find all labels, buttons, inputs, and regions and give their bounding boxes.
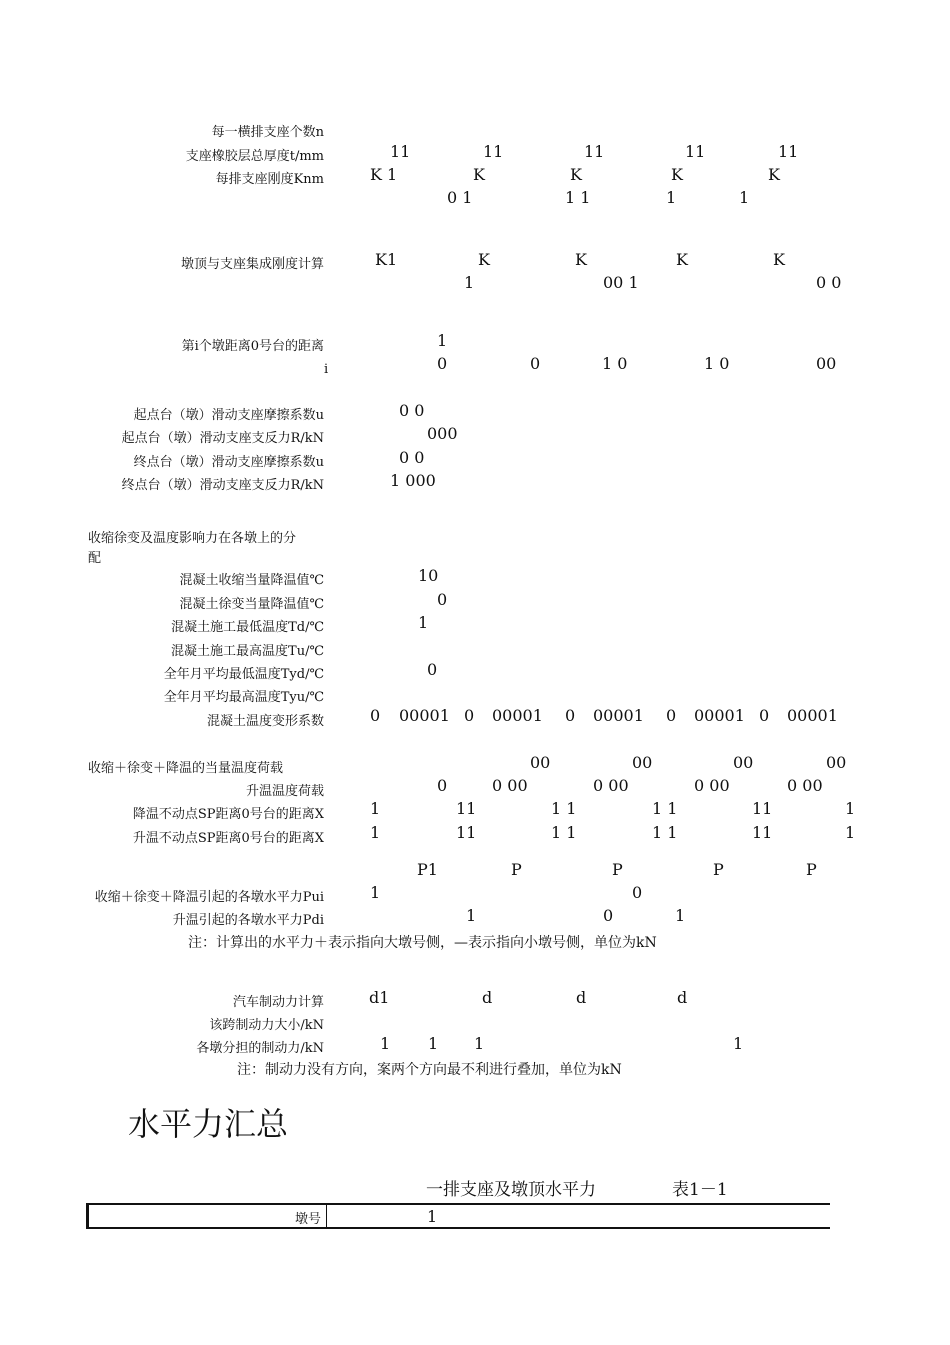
table-header-pier-no: 墩号 xyxy=(295,1212,322,1227)
pdi-2: 0 xyxy=(603,906,614,925)
p-header-5: P xyxy=(806,860,817,879)
thickness-4: 11 xyxy=(685,142,706,161)
label-pdi: 升温引起的各墩水平力Pdi xyxy=(172,913,324,928)
label-shrink-temp: 混凝土收缩当量降温值℃ xyxy=(179,573,324,588)
brake-share-1: 1 xyxy=(380,1034,391,1053)
shrink-value: 10 xyxy=(418,566,439,585)
rise-5: 0 00 xyxy=(787,776,823,795)
coef-2a: 0 xyxy=(464,706,475,725)
distance-5: 00 xyxy=(816,354,837,373)
integrated-sub-2: 00 1 xyxy=(603,273,639,292)
label-sp-up: 升温不动点SP距离0号台的距离X xyxy=(132,831,324,846)
equiv-1: 00 xyxy=(530,753,551,772)
coef-1a: 0 xyxy=(370,706,381,725)
stiffness-k-3: K xyxy=(570,165,582,184)
label-pier-distance: 第i个墩距离0号台的距离 xyxy=(181,339,324,354)
pui-1: 1 xyxy=(370,883,381,902)
label-equiv-load: 收缩＋徐变＋降温的当量温度荷载 xyxy=(88,761,284,776)
sp-down-3: 1 1 xyxy=(551,799,577,818)
coef-2b: 00001 xyxy=(492,706,543,725)
rise-1: 0 xyxy=(437,776,448,795)
rise-2: 0 00 xyxy=(492,776,528,795)
sp-up-3: 1 1 xyxy=(551,823,577,842)
stiffness-sub-4: 1 xyxy=(739,188,750,207)
brake-header-4: d xyxy=(677,988,688,1007)
sp-up-6: 1 xyxy=(845,823,856,842)
force-direction-note: 注：计算出的水平力＋表示指向大墩号侧，—表示指向小墩号侧，单位为kN xyxy=(188,935,657,951)
p-header-2: P xyxy=(511,860,522,879)
label-start-reaction: 起点台（墩）滑动支座支反力R/kN xyxy=(121,431,324,446)
label-tu: 混凝土施工最高温度Tu/℃ xyxy=(171,644,324,659)
equiv-2: 00 xyxy=(632,753,653,772)
integrated-k-2: K xyxy=(478,250,490,269)
label-tyd: 全年月平均最低温度Tyd/℃ xyxy=(163,667,324,682)
stiffness-sub-3: 1 xyxy=(666,188,677,207)
start-friction-value: 0 0 xyxy=(399,401,425,420)
rise-3: 0 00 xyxy=(593,776,629,795)
thickness-5: 11 xyxy=(778,142,799,161)
label-tyu: 全年月平均最高温度Tyu/℃ xyxy=(163,690,324,705)
sp-down-2: 11 xyxy=(456,799,477,818)
label-rise-load: 升温温度荷载 xyxy=(245,784,324,799)
thickness-1: 11 xyxy=(390,142,411,161)
pdi-1: 1 xyxy=(466,906,477,925)
p-header-1: P1 xyxy=(417,860,438,879)
distance-1: 0 xyxy=(437,354,448,373)
end-friction-value: 0 0 xyxy=(399,448,425,467)
brake-share-3: 1 xyxy=(474,1034,485,1053)
coef-4b: 00001 xyxy=(694,706,745,725)
brake-header-2: d xyxy=(482,988,493,1007)
creep-value: 0 xyxy=(437,590,448,609)
table-number: 表1－1 xyxy=(672,1180,728,1200)
integrated-k-5: K xyxy=(773,250,785,269)
start-reaction-value: 000 xyxy=(427,424,458,443)
integrated-sub-1: 1 xyxy=(464,273,475,292)
distance-2: 0 xyxy=(530,354,541,373)
p-header-3: P xyxy=(612,860,623,879)
label-pier-distance-i: i xyxy=(324,362,329,377)
thickness-2: 11 xyxy=(483,142,504,161)
table-left-rule xyxy=(86,1203,89,1229)
rise-4: 0 00 xyxy=(694,776,730,795)
label-pui: 收缩＋徐变＋降温引起的各墩水平力Pui xyxy=(94,890,324,905)
sp-down-4: 1 1 xyxy=(652,799,678,818)
coef-5b: 00001 xyxy=(787,706,838,725)
label-end-reaction: 终点台（墩）滑动支座支反力R/kN xyxy=(121,478,324,493)
sp-down-5: 11 xyxy=(752,799,773,818)
tyd-value: 0 xyxy=(427,660,438,679)
pui-2: 0 xyxy=(632,883,643,902)
table-top-rule xyxy=(86,1203,830,1205)
table-divider xyxy=(326,1205,327,1229)
table-bottom-rule xyxy=(86,1227,830,1229)
table-caption: 一排支座及墩顶水平力 xyxy=(426,1180,596,1200)
integrated-k-1: K1 xyxy=(375,250,398,269)
distance-3: 1 0 xyxy=(602,354,628,373)
stiffness-k-1: K 1 xyxy=(370,165,398,184)
sp-up-2: 11 xyxy=(456,823,477,842)
sp-down-1: 1 xyxy=(370,799,381,818)
sp-down-6: 1 xyxy=(845,799,856,818)
section-title-line1: 收缩徐变及温度影响力在各墩上的分 xyxy=(88,531,297,546)
brake-header-1: d1 xyxy=(369,988,390,1007)
label-bearing-count: 每一横排支座个数n xyxy=(211,125,324,140)
stiffness-k-5: K xyxy=(768,165,780,184)
distance-top-1: 1 xyxy=(437,331,448,350)
p-header-4: P xyxy=(713,860,724,879)
td-value: 1 xyxy=(418,613,429,632)
integrated-k-3: K xyxy=(575,250,587,269)
brake-share-4: 1 xyxy=(733,1034,744,1053)
integrated-k-4: K xyxy=(676,250,688,269)
braking-note: 注：制动力没有方向，案两个方向最不利进行叠加，单位为kN xyxy=(237,1062,622,1078)
label-rubber-thickness: 支座橡胶层总厚度t/mm xyxy=(185,149,324,164)
label-row-stiffness: 每排支座刚度Knm xyxy=(215,172,324,187)
label-sp-down: 降温不动点SP距离0号台的距离X xyxy=(132,807,324,822)
integrated-sub-3: 0 0 xyxy=(816,273,842,292)
coef-5a: 0 xyxy=(759,706,770,725)
coef-1b: 00001 xyxy=(399,706,450,725)
brake-share-2: 1 xyxy=(428,1034,439,1053)
stiffness-sub-1: 0 1 xyxy=(447,188,473,207)
section-title-line2: 配 xyxy=(88,551,102,566)
coef-4a: 0 xyxy=(666,706,677,725)
label-braking-share: 各墩分担的制动力/kN xyxy=(196,1041,324,1056)
table-cell-first: 1 xyxy=(427,1207,438,1226)
label-creep-temp: 混凝土徐变当量降温值℃ xyxy=(179,597,324,612)
equiv-3: 00 xyxy=(733,753,754,772)
sp-up-1: 1 xyxy=(370,823,381,842)
end-reaction-value: 1 000 xyxy=(390,471,436,490)
sp-up-5: 11 xyxy=(752,823,773,842)
label-braking-size: 该跨制动力大小/kN xyxy=(209,1018,324,1033)
label-braking-calc: 汽车制动力计算 xyxy=(232,995,324,1010)
summary-title: 水平力汇总 xyxy=(128,1105,289,1143)
stiffness-k-2: K xyxy=(473,165,485,184)
label-td: 混凝土施工最低温度Td/℃ xyxy=(171,620,324,635)
brake-header-3: d xyxy=(576,988,587,1007)
coef-3b: 00001 xyxy=(593,706,644,725)
thickness-3: 11 xyxy=(584,142,605,161)
stiffness-k-4: K xyxy=(671,165,683,184)
equiv-4: 00 xyxy=(826,753,847,772)
label-integrated-stiffness: 墩顶与支座集成刚度计算 xyxy=(180,257,324,272)
label-start-friction: 起点台（墩）滑动支座摩擦系数u xyxy=(133,408,324,423)
distance-4: 1 0 xyxy=(704,354,730,373)
label-temp-coef: 混凝土温度变形系数 xyxy=(206,714,324,729)
pdi-3: 1 xyxy=(675,906,686,925)
sp-up-4: 1 1 xyxy=(652,823,678,842)
stiffness-sub-2: 1 1 xyxy=(565,188,591,207)
label-end-friction: 终点台（墩）滑动支座摩擦系数u xyxy=(133,455,324,470)
coef-3a: 0 xyxy=(565,706,576,725)
